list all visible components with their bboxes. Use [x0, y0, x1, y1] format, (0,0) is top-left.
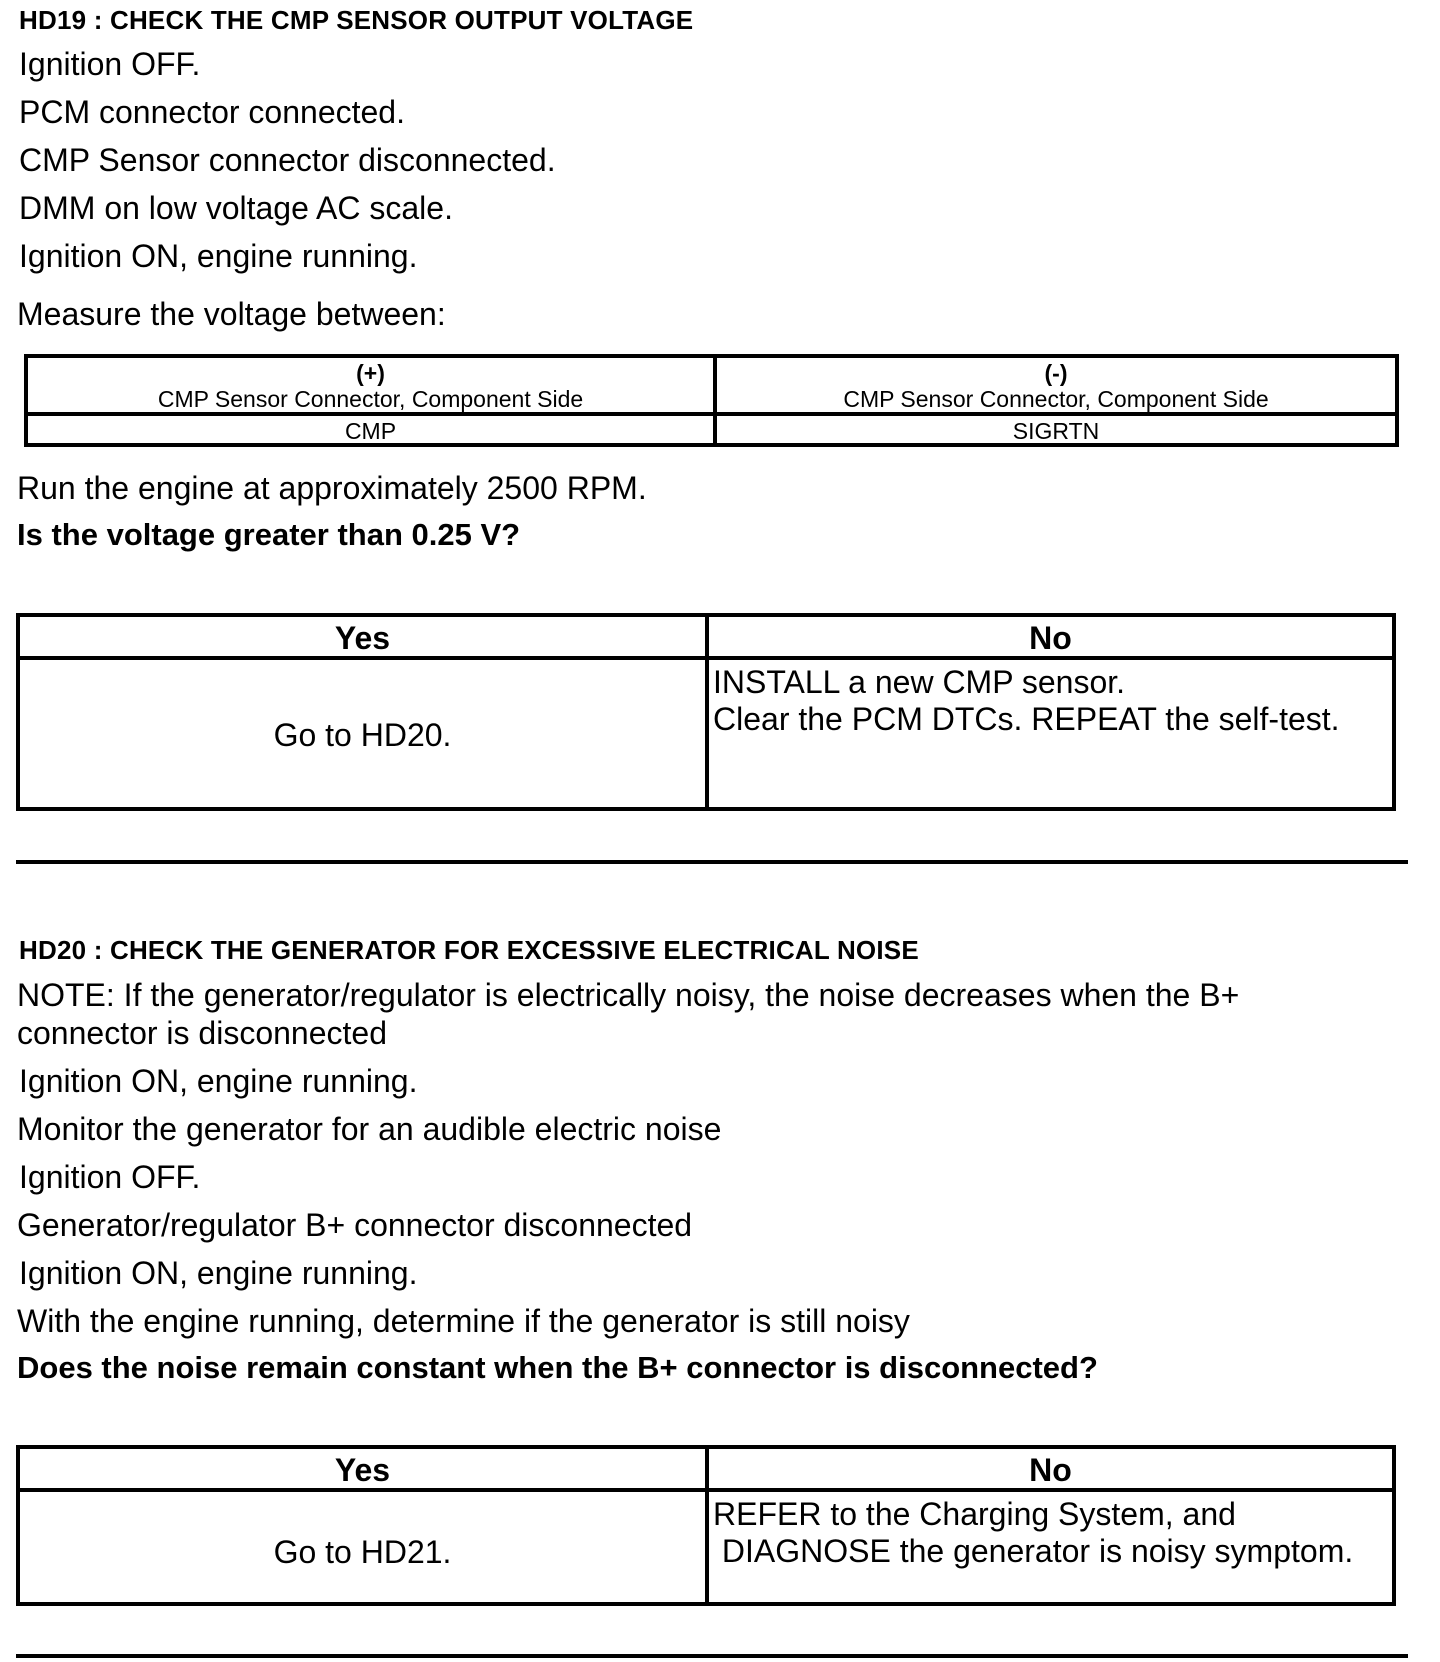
- hd20-question: Does the noise remain constant when the B+ connector is disconnected?: [17, 1350, 1098, 1385]
- positive-connector: CMP Sensor Connector, Component Side: [157, 386, 584, 412]
- negative-connector: CMP Sensor Connector, Component Side: [843, 386, 1269, 412]
- hd20-step-5: Ignition ON, engine running.: [19, 1255, 418, 1291]
- measurement-table: [24, 354, 1399, 447]
- hd19-step-4: DMM on low voltage AC scale.: [19, 190, 453, 226]
- hd19-step-5: Ignition ON, engine running.: [19, 238, 418, 274]
- negative-pin: SIGRTN: [1012, 418, 1100, 444]
- hd20-heading: HD20 : CHECK THE GENERATOR FOR EXCESSIVE ELECTRICAL NOISE: [19, 935, 919, 965]
- measurement-table-pin-row: [28, 416, 1395, 443]
- hd19-step-2: PCM connector connected.: [19, 94, 405, 130]
- positive-lead-cell: [28, 360, 713, 412]
- hd19-result-table: [16, 613, 1396, 811]
- hd20-step-4: Generator/regulator B+ connector disconnected: [17, 1207, 693, 1243]
- hd19-step-1: Ignition OFF.: [19, 46, 201, 82]
- bottom-divider: [16, 1654, 1408, 1658]
- measurement-table-divider: [713, 358, 717, 443]
- hd19-run-step: Run the engine at approximately 2500 RPM.: [17, 470, 647, 506]
- measure-label: Measure the voltage between:: [17, 296, 446, 332]
- section-divider: [16, 860, 1408, 864]
- hd20-note-line-2: connector is disconnected: [17, 1015, 387, 1051]
- measurement-table-header-row: [28, 358, 1395, 416]
- hd20-yes-action: Go to HD21.: [273, 1534, 452, 1570]
- hd19-step-3: CMP Sensor connector disconnected.: [19, 142, 556, 178]
- negative-lead-cell: [717, 360, 1395, 412]
- positive-pin: CMP: [344, 418, 397, 444]
- hd19-yes-action: Go to HD20.: [273, 717, 452, 753]
- negative-sign: (-): [1044, 360, 1068, 386]
- hd19-result-divider: [705, 617, 709, 807]
- hd20-no-header: No: [1029, 1452, 1072, 1488]
- hd20-step-1: Ignition ON, engine running.: [19, 1063, 418, 1099]
- hd19-no-header: No: [1029, 620, 1072, 656]
- hd19-yes-header: Yes: [334, 620, 391, 656]
- hd20-result-divider: [705, 1449, 709, 1602]
- positive-sign: (+): [356, 360, 385, 386]
- hd19-no-action-line-1: INSTALL a new CMP sensor.: [713, 664, 1126, 700]
- hd19-heading: HD19 : CHECK THE CMP SENSOR OUTPUT VOLTAGE: [19, 5, 694, 35]
- hd20-note-line-1: NOTE: If the generator/regulator is electrically noisy, the noise decreases when the B+: [17, 977, 1240, 1013]
- hd20-step-6: With the engine running, determine if the generator is still noisy: [17, 1303, 910, 1339]
- hd20-yes-header: Yes: [334, 1452, 391, 1488]
- hd20-no-action-line-2: DIAGNOSE the generator is noisy symptom.: [713, 1533, 1354, 1569]
- hd19-question: Is the voltage greater than 0.25 V?: [17, 517, 521, 552]
- hd20-step-2: Monitor the generator for an audible electric noise: [17, 1111, 722, 1147]
- hd20-no-action-line-1: REFER to the Charging System, and: [713, 1496, 1236, 1532]
- hd19-no-action-line-2: Clear the PCM DTCs. REPEAT the self-test.: [713, 701, 1340, 737]
- hd20-result-table: [16, 1445, 1396, 1606]
- hd20-step-3: Ignition OFF.: [19, 1159, 201, 1195]
